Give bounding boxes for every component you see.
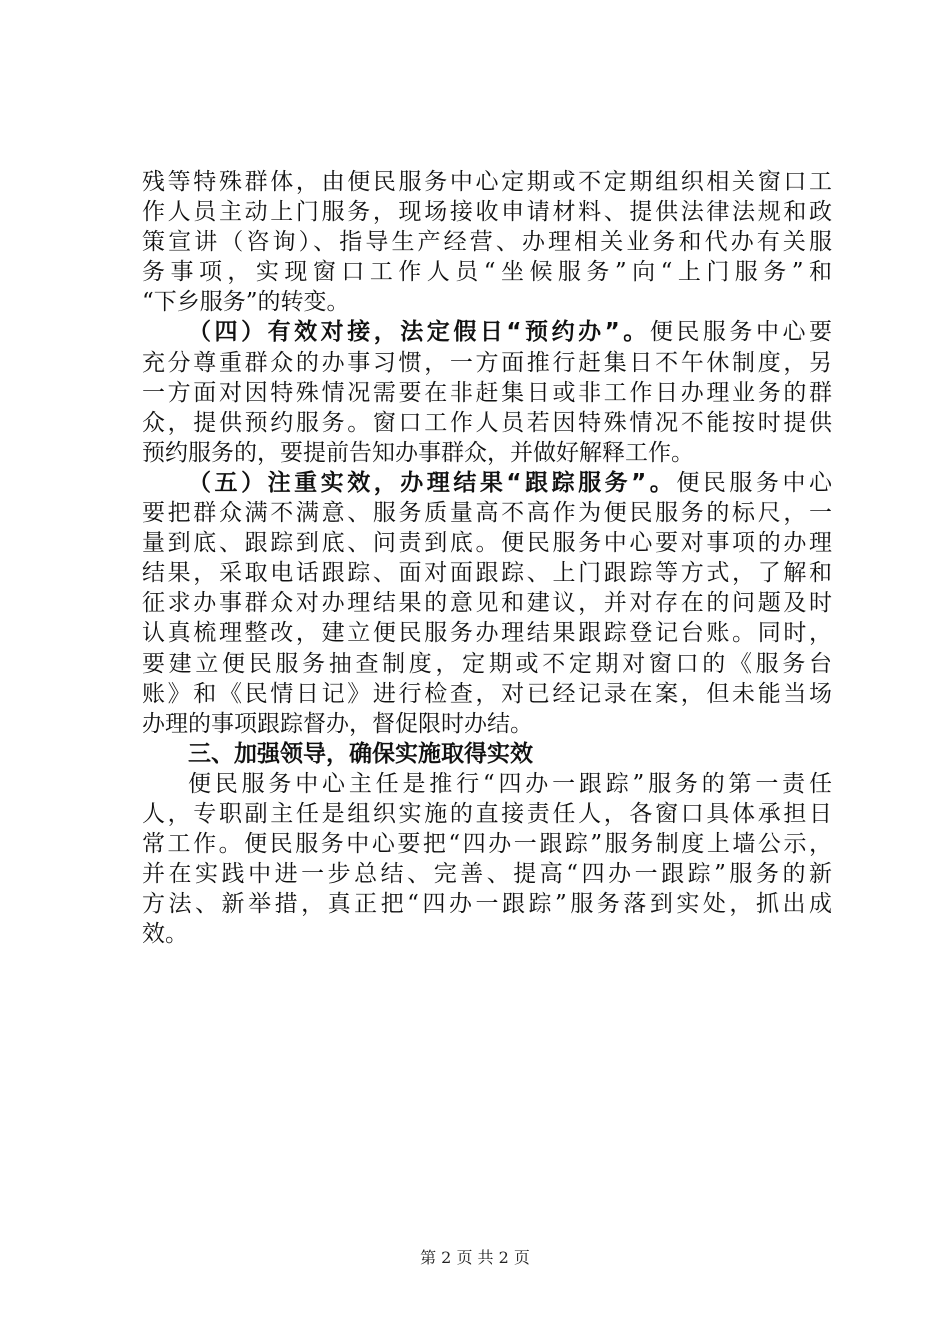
text-line: 并在实践中进一步总结、完善、提高“四办一跟踪”服务的新 (142, 861, 832, 888)
text-line: 效。 (142, 921, 188, 948)
text-line: 作人员主动上门服务，现场接收申请材料、提供法律法规和政 (142, 199, 832, 226)
paragraph-leadership (142, 769, 832, 950)
text-line: 务事项，实现窗口工作人员“坐候服务”向“上门服务”和 (142, 259, 832, 286)
text-line: 人，专职副主任是组织实施的直接责任人，各窗口具体承担日 (142, 800, 832, 827)
text-line: “下乡服务”的转变。 (142, 289, 350, 316)
text-line: 方法、新举措，真正把“四办一跟踪”服务落到实处，抓出成 (142, 891, 832, 918)
paragraph-appointment (142, 317, 832, 467)
text-line: 征求办事群众对办理结果的意见和建议，并对存在的问题及时 (142, 590, 832, 617)
text-line: 认真梳理整改，建立便民服务办理结果跟踪登记台账。同时， (142, 620, 832, 647)
text-line: 办理的事项跟踪督办，督促限时办结。 (142, 710, 533, 737)
text-line: 预约服务的，要提前告知办事群众，并做好解释工作。 (142, 439, 694, 466)
text-span: 便民服务中心要 (649, 319, 833, 346)
text-line: 充分尊重群众的办事习惯，一方面推行赶集日不午休制度，另 (142, 349, 832, 376)
subsection-heading-4: （四）有效对接，法定假日“预约办”。 (188, 319, 650, 346)
text-line: 残等特殊群体，由便民服务中心定期或不定期组织相关窗口工 (142, 169, 832, 195)
text-line (142, 317, 832, 347)
text-line: 要建立便民服务抽查制度，定期或不定期对窗口的《服务台 (142, 650, 832, 677)
text-line (142, 468, 832, 498)
text-line: 一方面对因特殊情况需要在非赶集日或非工作日办理业务的群 (142, 379, 832, 406)
text-line: 要把群众满不满意、服务质量高不高作为便民服务的标尺，一 (142, 500, 832, 527)
text-line: 常工作。便民服务中心要把“四办一跟踪”服务制度上墙公示， (142, 831, 832, 858)
paragraph-tracking (142, 468, 832, 739)
text-line: 便民服务中心主任是推行“四办一跟踪”服务的第一责任 (188, 770, 832, 797)
paragraph-special-groups (142, 167, 832, 317)
page-indicator: 第 2 页 共 2 页 (420, 1248, 530, 1267)
text-line: 众，提供预约服务。窗口工作人员若因特殊情况不能按时提供 (142, 409, 832, 436)
text-line: 量到底、跟踪到底、问责到底。便民服务中心要对事项的办理 (142, 530, 832, 557)
text-line: 结果，采取电话跟踪、面对面跟踪、上门跟踪等方式，了解和 (142, 560, 832, 587)
subsection-heading-5: （五）注重实效，办理结果“跟踪服务”。 (188, 469, 677, 496)
text-span: 便民服务中心 (676, 469, 833, 496)
text-line: 账》和《民情日记》进行检查，对已经记录在案，但未能当场 (142, 680, 832, 707)
text-line: 策宣讲（咨询）、指导生产经营、办理相关业务和代办有关服 (142, 229, 832, 256)
section-heading-3: 三、加强领导，确保实施取得实效 (188, 740, 533, 767)
document-body (142, 167, 832, 949)
